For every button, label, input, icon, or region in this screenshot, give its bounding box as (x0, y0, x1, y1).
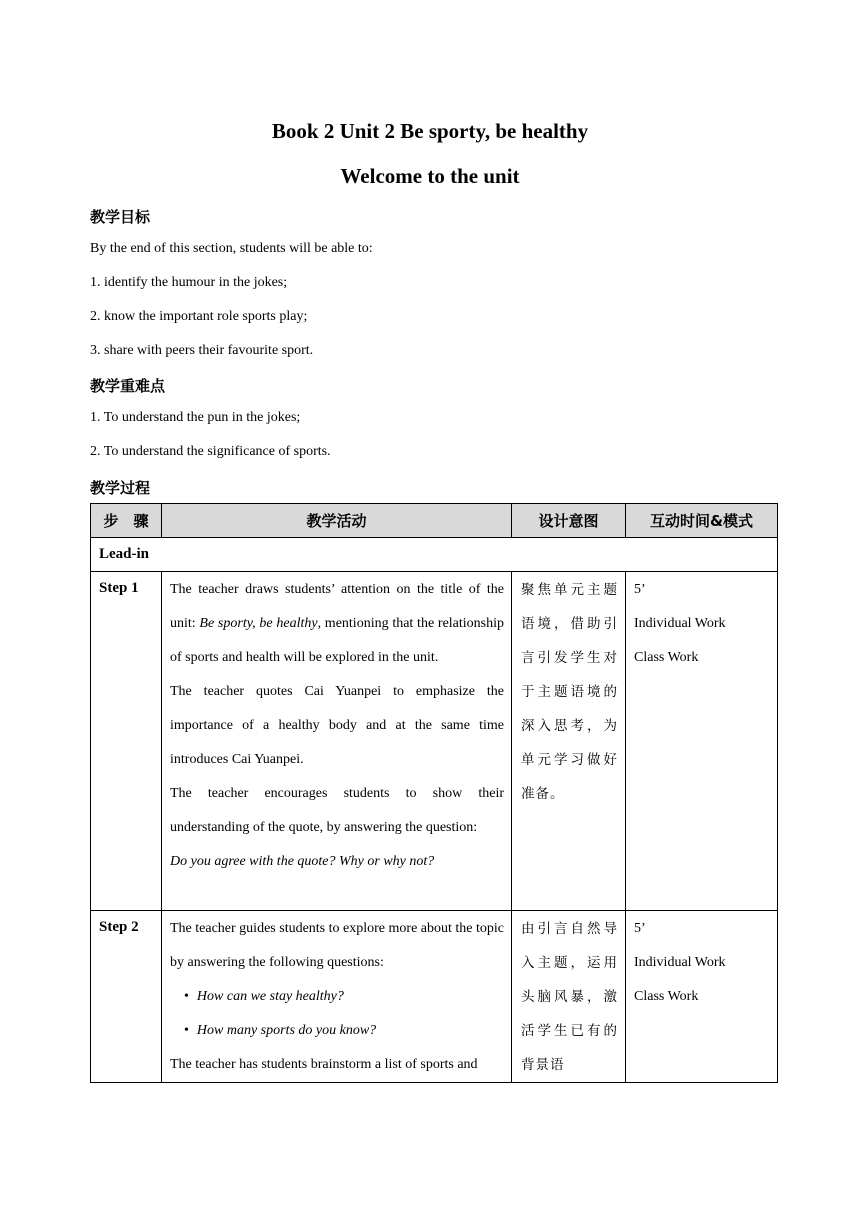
activity-paragraph: The teacher encourages students to show their understanding of the quote, by answering the question: (170, 786, 504, 835)
objective-item: 2. know the important role sports play; (90, 309, 308, 324)
stage-row (91, 538, 778, 572)
step-label: Step 1 (91, 572, 162, 911)
table-row (91, 572, 778, 911)
step-interaction (626, 911, 778, 1083)
column-header: 设计意图 (512, 504, 626, 538)
lesson-plan-table (90, 503, 778, 1083)
stage-label: Lead-in (91, 538, 778, 572)
interaction-mode: Class Work (634, 650, 699, 665)
activity-bullet: • How can we stay healthy? (170, 980, 504, 1014)
key-point-item: 2. To understand the significance of sports. (90, 444, 331, 459)
step-activity (162, 911, 512, 1083)
column-header: 教学活动 (162, 504, 512, 538)
key-points-heading: 教学重难点 (90, 377, 166, 395)
activity-paragraph: The teacher guides students to explore more about the topic by answering the following questions: (170, 921, 504, 970)
step-activity (162, 572, 512, 911)
step-intent: 聚焦单元主题语境，借助引言引发学生对于主题语境的深入思考，为单元学习做好准备。 (512, 572, 626, 911)
interaction-mode: Individual Work (634, 955, 726, 970)
activity-paragraph: The teacher has students brainstorm a list of sports and (170, 1057, 478, 1072)
step-label: Step 2 (91, 911, 162, 1083)
column-header: 互动时间&模式 (626, 504, 778, 538)
table-header-row (91, 504, 778, 538)
table-row (91, 911, 778, 1083)
step-interaction (626, 572, 778, 911)
unit-title-italic: Be sporty, be healthy (199, 616, 318, 631)
objectives-intro: By the end of this section, students will be able to: (90, 241, 373, 256)
interaction-mode: Individual Work (634, 616, 726, 631)
activity-bullet: • How many sports do you know? (170, 1014, 504, 1048)
interaction-mode: Class Work (634, 989, 699, 1004)
activity-paragraph: The teacher quotes Cai Yuanpei to emphasize the importance of a healthy body and at the same time introduces Cai Yuanpei. (170, 684, 504, 767)
key-point-item: 1. To understand the pun in the jokes; (90, 410, 301, 425)
interaction-time: 5’ (634, 582, 646, 597)
interaction-time: 5’ (634, 921, 646, 936)
step-intent: 由引言自然导入主题，运用头脑风暴，激活学生已有的背景语 (512, 911, 626, 1083)
document-title: Book 2 Unit 2 Be sporty, be healthy (271, 119, 589, 143)
activity-question: Do you agree with the quote? Why or why not? (170, 854, 435, 869)
objective-item: 1. identify the humour in the jokes; (90, 275, 288, 290)
objective-item: 3. share with peers their favourite sport. (90, 343, 314, 358)
activity-paragraph: The teacher draws students’ attention on the title of the unit: Be sporty, be healthy, mentioning that the relationship of sports and health will be explored in the unit. (170, 582, 504, 665)
objectives-heading: 教学目标 (90, 208, 151, 226)
document-subtitle: Welcome to the unit (340, 164, 520, 188)
process-heading: 教学过程 (90, 479, 151, 497)
column-header: 步 骤 (91, 504, 162, 538)
